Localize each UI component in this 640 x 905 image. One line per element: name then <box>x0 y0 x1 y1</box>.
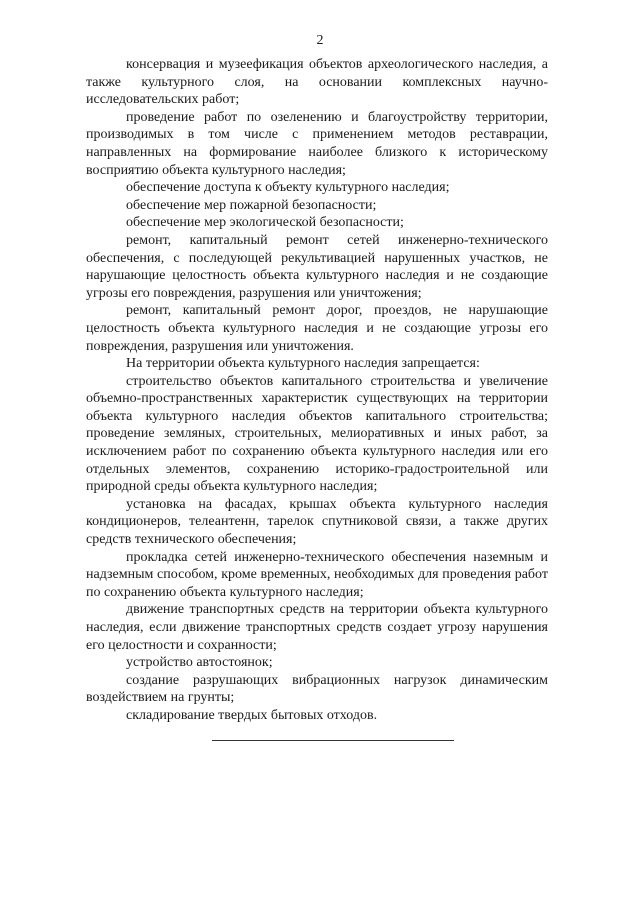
paragraph: установка на фасадах, крышах объекта культурного наследия кондиционеров, телеантенн, тарелок спутниковой связи, а также других средств технического обеспечения; <box>86 496 548 548</box>
paragraph: создание разрушающих вибрационных нагрузок динамическим воздействием на грунты; <box>86 672 548 706</box>
paragraph: складирование твердых бытовых отходов. <box>126 707 378 723</box>
paragraph: движение транспортных средств на территории объекта культурного наследия, если движение транспортных средств создает угрозу нарушения его целостности и сохранности; <box>86 602 548 653</box>
paragraph: проведение работ по озеленению и благоустройству территории, производимых в том числе с применением методов реставрации, направленных на формирование наиболее близкого к историческому восприятию объекта культурного наследия; <box>86 109 548 178</box>
paragraph: На территории объекта культурного наследия запрещается: <box>126 356 480 372</box>
paragraph: обеспечение мер пожарной безопасности; <box>126 197 377 213</box>
paragraph: консервация и музеефикация объектов археологического наследия, а также культурного слоя, на основании комплексных научно-исследовательских работ; <box>86 57 548 108</box>
end-separator-line <box>212 740 454 741</box>
paragraph: строительство объектов капитального строительства и увеличение объемно-пространственных характеристик существующих на территории объекта культурного наследия объектов капитального строительства; проведение земляных, строительных, мелиоративных и иных работ, за исключением работ по сохранению объекта культурного наследия или его отдельных элементов, сохранению историко-градостроительной или природной среды объекта культурного наследия; <box>86 373 548 495</box>
paragraph: обеспечение мер экологической безопасности; <box>126 215 404 231</box>
paragraph: обеспечение доступа к объекту культурного наследия; <box>126 180 450 196</box>
paragraph: прокладка сетей инженерно-технического обеспечения наземным и надземным способом, кроме временных, необходимых для проведения работ по сохранению объекта культурного наследия; <box>86 549 548 600</box>
document-body <box>86 56 548 725</box>
paragraph: ремонт, капитальный ремонт сетей инженерно-технического обеспечения, с последующей рекультивацией нарушенных участков, не нарушающие целостность объекта культурного наследия и не создающие угрозы его повреждения, разрушения или уничтожения; <box>86 232 548 301</box>
paragraph: ремонт, капитальный ремонт дорог, проездов, не нарушающие целостность объекта культурного наследия и не создающие угрозы его повреждения, разрушения или уничтожения. <box>86 303 548 354</box>
paragraph: устройство автостоянок; <box>126 655 273 671</box>
page-number: 2 <box>316 33 324 48</box>
